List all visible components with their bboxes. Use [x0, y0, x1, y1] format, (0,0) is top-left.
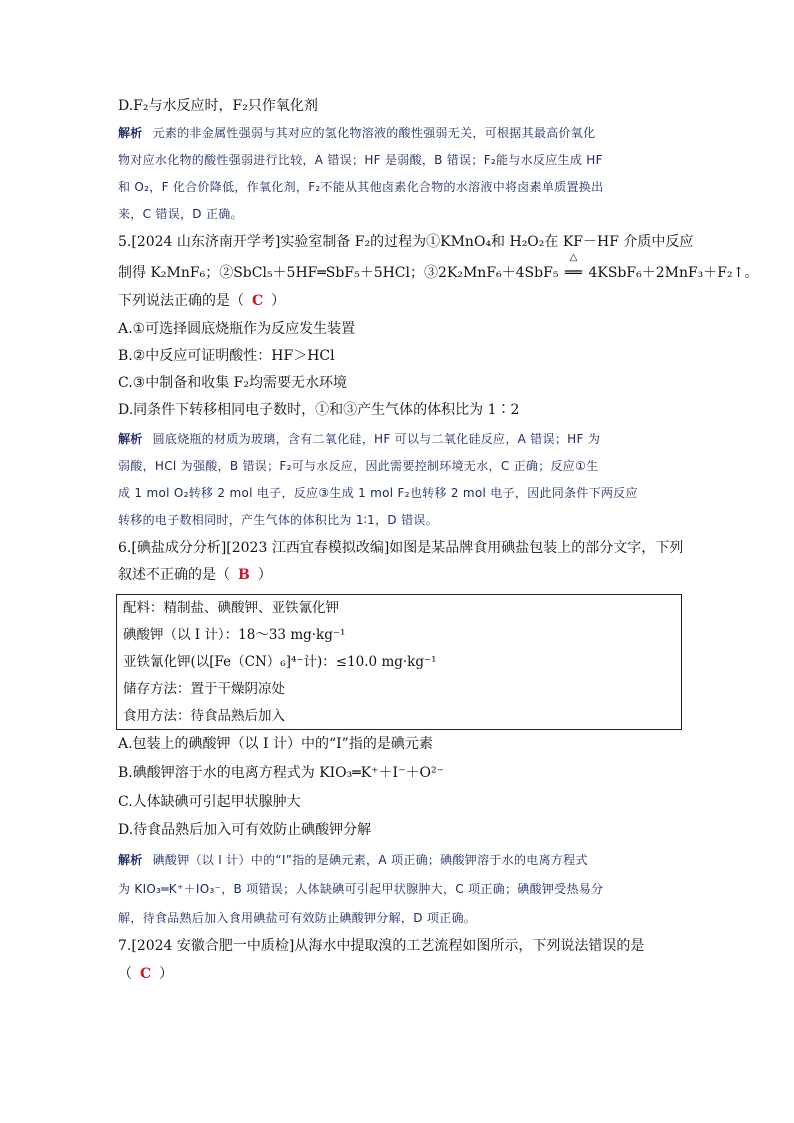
q5-option-c: C.③中制备和收集 F₂均需要无水环境	[118, 375, 347, 391]
solution-label: 解析	[118, 853, 143, 867]
heating-arrow: △ ══	[565, 252, 582, 281]
q6-answer: B	[238, 567, 250, 583]
q4-option-d: D.F₂与水反应时，F₂只作氧化剂	[118, 98, 318, 114]
q5-stem-line-3: 下列说法正确的是（ C ）	[118, 293, 286, 309]
q6-stem-line-2: 叙述不正确的是（ B ）	[118, 567, 272, 583]
q5-solution-line-3: 成 1 mol O₂转移 2 mol 电子，反应③生成 1 mol F₂也转移 2 mol 电子，因此同条件下两反应	[118, 486, 638, 500]
q6-option-d: D.待食品熟后加入可有效防止碘酸钾分解	[118, 822, 372, 838]
q4-solution-line-2: 物对应水化物的酸性强弱进行比较，A 错误；HF 是弱酸，B 错误；F₂能与水反应生成 HF	[118, 153, 603, 167]
q6-option-c: C.人体缺碘可引起甲状腺肿大	[118, 794, 301, 810]
q5-solution-line-2: 弱酸，HCl 为强酸，B 错误；F₂可与水反应，因此需要控制环境无水，C 正确；反应①生	[118, 459, 599, 473]
solution-label: 解析	[118, 432, 143, 446]
q6-solution-line-3: 解，待食品熟后加入食用碘盐可有效防止碘酸钾分解，D 项正确。	[118, 911, 477, 925]
q5-option-a: A.①可选择圆底烧瓶作为反应发生装置	[118, 321, 356, 337]
salt-label-usage: 食用方法：待食品熟后加入	[123, 708, 285, 724]
q6-solution-line-2: 为 KIO₃═K⁺＋IO₃⁻，B 项错误；人体缺碘可引起甲状腺肿大，C 项正确；碘酸钾受热易分	[118, 882, 604, 896]
q5-stem-line-2: 制得 K₂MnF₆；②SbCl₅＋5HF═SbF₅＋5HCl；③2K₂MnF₆＋4SbF₅ △ ══ 4KSbF₆＋2MnF₃＋F₂↑。	[118, 252, 759, 281]
q4-solution-line-1: 解析 元素的非金属性强弱与其对应的氢化物溶液的酸性强弱无关，可根据其最高价氧化	[118, 126, 596, 140]
salt-label-box	[116, 594, 682, 730]
salt-label-ingredients: 配料：精制盐、碘酸钾、亚铁氰化钾	[123, 600, 339, 616]
q5-solution-line-1: 解析 圆底烧瓶的材质为玻璃，含有二氧化硅，HF 可以与二氧化硅反应，A 错误；HF 为	[118, 432, 601, 446]
q7-stem-line-1: 7.[2024 安徽合肥一中质检]从海水中提取溴的工艺流程如图所示，下列说法错误的是	[118, 938, 645, 954]
q7-answer: C	[140, 966, 152, 982]
salt-label-storage: 储存方法：置于干燥阴凉处	[123, 681, 285, 697]
q6-option-a: A.包装上的碘酸钾（以 I 计）中的“I”指的是碘元素	[118, 736, 433, 752]
q5-stem-line-1: 5.[2024 山东济南开学考]实验室制备 F₂的过程为①KMnO₄和 H₂O₂在 KF－HF 介质中反应	[118, 234, 694, 250]
solution-label: 解析	[118, 126, 143, 140]
q5-option-d: D.同条件下转移相同电子数时，①和③产生气体的体积比为 1∶2	[118, 402, 520, 418]
q7-stem-line-2: （ C ）	[118, 966, 174, 982]
q4-solution-line-4: 来，C 错误，D 正确。	[118, 207, 243, 221]
salt-label-ferrocyanide: 亚铁氰化钾(以[Fe（CN）₆]⁴⁻计)：≤10.0 mg·kg⁻¹	[123, 654, 437, 670]
q5-option-b: B.②中反应可证明酸性：HF＞HCl	[118, 348, 335, 364]
q5-answer: C	[252, 293, 264, 309]
q6-solution-line-1: 解析 碘酸钾（以 I 计）中的“I”指的是碘元素，A 项正确；碘酸钾溶于水的电离方程式	[118, 853, 588, 867]
q4-solution-line-3: 和 O₂，F 化合价降低，作氧化剂，F₂不能从其他卤素化合物的水溶液中将卤素单质置换出	[118, 180, 604, 194]
q6-option-b: B.碘酸钾溶于水的电离方程式为 KIO₃═K⁺＋I⁻＋O²⁻	[118, 765, 444, 781]
q5-solution-line-4: 转移的电子数相同时，产生气体的体积比为 1∶1，D 错误。	[118, 513, 438, 527]
q6-stem-line-1: 6.[碘盐成分分析][2023 江西宜春模拟改编]如图是某品牌食用碘盐包装上的部分文字，下列	[118, 540, 684, 556]
salt-label-potassium-iodate: 碘酸钾（以 I 计）：18～33 mg·kg⁻¹	[123, 627, 346, 643]
